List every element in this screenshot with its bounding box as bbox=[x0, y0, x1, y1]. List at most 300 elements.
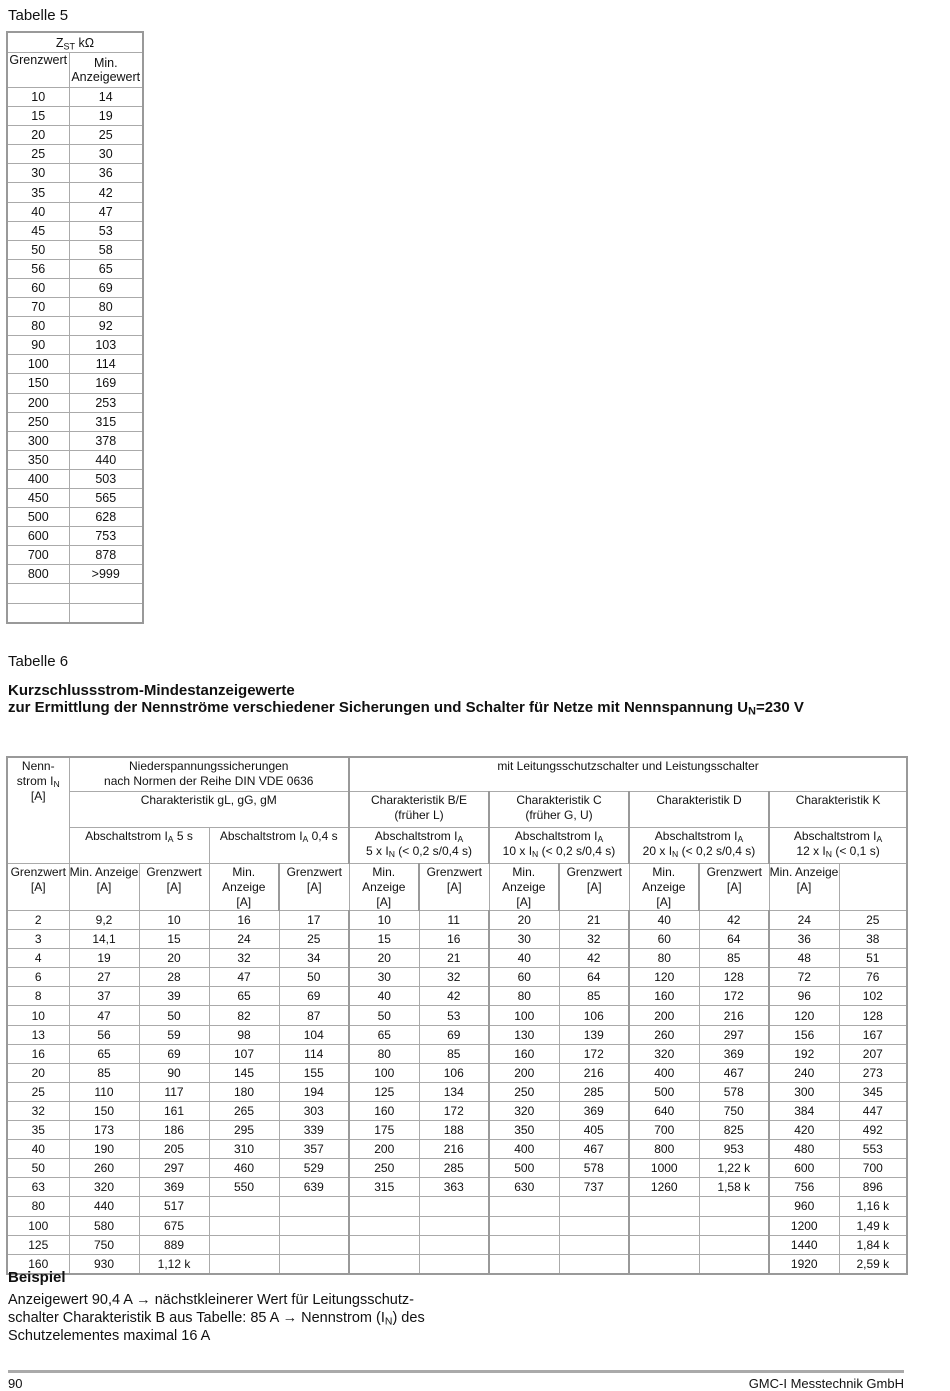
table5-row bbox=[7, 603, 143, 623]
grenzwert-cell: 30 bbox=[7, 164, 69, 183]
value-cell bbox=[489, 1216, 559, 1235]
table5-row bbox=[7, 317, 143, 336]
value-cell: 134 bbox=[419, 1082, 489, 1101]
grenzwert-cell: 50 bbox=[7, 240, 69, 259]
value-cell: 369 bbox=[139, 1178, 209, 1197]
value-cell bbox=[559, 1235, 629, 1254]
table5-row bbox=[7, 546, 143, 565]
value-cell: 285 bbox=[559, 1082, 629, 1101]
value-cell: 200 bbox=[349, 1140, 419, 1159]
value-cell: 320 bbox=[629, 1044, 699, 1063]
value-cell: 339 bbox=[279, 1121, 349, 1140]
value-cell: 400 bbox=[489, 1140, 559, 1159]
nennstrom-cell: 3 bbox=[7, 930, 69, 949]
table6-row bbox=[7, 930, 907, 949]
value-cell: 48 bbox=[769, 949, 839, 968]
value-cell: 50 bbox=[279, 968, 349, 987]
value-cell bbox=[349, 1216, 419, 1235]
min-anzeigewert-cell bbox=[69, 603, 143, 623]
min-anzeigewert-cell: 169 bbox=[69, 374, 143, 393]
char-d: Charakteristik D bbox=[629, 792, 769, 828]
value-cell: 194 bbox=[279, 1082, 349, 1101]
abs-k: Abschaltstrom $I_A$ 12 x $I_N$ (< 0,1 s) bbox=[769, 828, 907, 864]
abs-be: Abschaltstrom $I_A$ 5 x $I_N$ (< 0,2 s/0,4 s) bbox=[349, 828, 489, 864]
value-cell: 90 bbox=[139, 1063, 209, 1082]
nennstrom-cell: 160 bbox=[7, 1254, 69, 1274]
value-cell: 260 bbox=[629, 1025, 699, 1044]
value-cell bbox=[699, 1254, 769, 1274]
value-cell: 139 bbox=[559, 1025, 629, 1044]
value-cell: 467 bbox=[699, 1063, 769, 1082]
nennstrom-header: Nenn- strom $I_N$ [A] bbox=[7, 757, 69, 864]
abs-5s: Abschaltstrom $I_A$ 5 s bbox=[69, 828, 209, 864]
nennstrom-cell: 2 bbox=[7, 911, 69, 930]
value-cell: 80 bbox=[489, 987, 559, 1006]
value-cell: 51 bbox=[839, 949, 907, 968]
value-cell: 102 bbox=[839, 987, 907, 1006]
value-cell: 69 bbox=[279, 987, 349, 1006]
value-cell: 250 bbox=[349, 1159, 419, 1178]
value-cell: 186 bbox=[139, 1121, 209, 1140]
grenzwert-header: Grenzwert [A] bbox=[7, 864, 69, 911]
value-cell bbox=[279, 1197, 349, 1216]
value-cell: 172 bbox=[699, 987, 769, 1006]
table6-row bbox=[7, 1197, 907, 1216]
grenzwert-header: Grenzwert [A] bbox=[559, 864, 629, 911]
value-cell: 85 bbox=[559, 987, 629, 1006]
value-cell: 467 bbox=[559, 1140, 629, 1159]
table5-row bbox=[7, 412, 143, 431]
value-cell: 104 bbox=[279, 1025, 349, 1044]
nennstrom-cell: 100 bbox=[7, 1216, 69, 1235]
value-cell bbox=[489, 1235, 559, 1254]
value-cell: 480 bbox=[769, 1140, 839, 1159]
value-cell: 1000 bbox=[629, 1159, 699, 1178]
value-cell: 59 bbox=[139, 1025, 209, 1044]
grenzwert-cell: 70 bbox=[7, 298, 69, 317]
min-anzeigewert-cell: 30 bbox=[69, 145, 143, 164]
table5-row bbox=[7, 240, 143, 259]
value-cell: 42 bbox=[699, 911, 769, 930]
min-anzeige-header: Min. Anzeige [A] bbox=[489, 864, 559, 911]
min-anzeige-header: Min. Anzeige [A] bbox=[69, 864, 139, 911]
table5-title: Tabelle 5 bbox=[8, 7, 69, 24]
value-cell: 492 bbox=[839, 1121, 907, 1140]
value-cell bbox=[489, 1197, 559, 1216]
table6-row bbox=[7, 1178, 907, 1197]
value-cell: 100 bbox=[349, 1063, 419, 1082]
table5-row bbox=[7, 374, 143, 393]
value-cell: 36 bbox=[769, 930, 839, 949]
table6-row bbox=[7, 1082, 907, 1101]
table5-col-min: Min. Anzeigewert bbox=[69, 53, 143, 88]
grenzwert-cell: 150 bbox=[7, 374, 69, 393]
value-cell: 20 bbox=[349, 949, 419, 968]
value-cell: 20 bbox=[139, 949, 209, 968]
min-anzeigewert-cell: 103 bbox=[69, 336, 143, 355]
table6 bbox=[6, 756, 908, 1275]
table6-row bbox=[7, 911, 907, 930]
value-cell: 639 bbox=[279, 1178, 349, 1197]
nennstrom-cell: 80 bbox=[7, 1197, 69, 1216]
table5-row bbox=[7, 584, 143, 603]
value-cell: 200 bbox=[629, 1006, 699, 1025]
table5-row bbox=[7, 259, 143, 278]
grenzwert-cell: 25 bbox=[7, 145, 69, 164]
value-cell: 363 bbox=[419, 1178, 489, 1197]
value-cell: 20 bbox=[489, 911, 559, 930]
value-cell: 107 bbox=[209, 1044, 279, 1063]
value-cell bbox=[559, 1197, 629, 1216]
char-be: Charakteristik B/E (früher L) bbox=[349, 792, 489, 828]
value-cell bbox=[209, 1216, 279, 1235]
grenzwert-cell bbox=[7, 584, 69, 603]
min-anzeigewert-cell: 878 bbox=[69, 546, 143, 565]
nennstrom-cell: 35 bbox=[7, 1121, 69, 1140]
table6-row bbox=[7, 968, 907, 987]
value-cell: 32 bbox=[559, 930, 629, 949]
value-cell: 369 bbox=[699, 1044, 769, 1063]
table6-row bbox=[7, 987, 907, 1006]
value-cell: 405 bbox=[559, 1121, 629, 1140]
min-anzeigewert-cell: 378 bbox=[69, 431, 143, 450]
grenzwert-cell: 700 bbox=[7, 546, 69, 565]
value-cell: 1,49 k bbox=[839, 1216, 907, 1235]
value-cell: 160 bbox=[489, 1044, 559, 1063]
table5-row bbox=[7, 431, 143, 450]
nennstrom-cell: 125 bbox=[7, 1235, 69, 1254]
table6-row bbox=[7, 1101, 907, 1120]
min-anzeigewert-cell: 36 bbox=[69, 164, 143, 183]
value-cell: 40 bbox=[349, 987, 419, 1006]
value-cell: 117 bbox=[139, 1082, 209, 1101]
value-cell: 1,58 k bbox=[699, 1178, 769, 1197]
value-cell: 172 bbox=[419, 1101, 489, 1120]
value-cell bbox=[699, 1235, 769, 1254]
nennstrom-cell: 13 bbox=[7, 1025, 69, 1044]
grenzwert-cell: 90 bbox=[7, 336, 69, 355]
value-cell: 106 bbox=[559, 1006, 629, 1025]
value-cell bbox=[419, 1235, 489, 1254]
value-cell bbox=[349, 1254, 419, 1274]
value-cell: 460 bbox=[209, 1159, 279, 1178]
value-cell: 1,22 k bbox=[699, 1159, 769, 1178]
value-cell: 34 bbox=[279, 949, 349, 968]
table6-heading: Kurzschlussstrom-Mindestanzeigewerte zur Ermittlung der Nennströme verschiedener Sicherungen und Schalter für Netze mit Nennspannung $U_N=230$ V bbox=[8, 682, 804, 718]
nennstrom-cell: 6 bbox=[7, 968, 69, 987]
min-anzeigewert-cell: 53 bbox=[69, 221, 143, 240]
value-cell: 85 bbox=[69, 1063, 139, 1082]
value-cell bbox=[419, 1216, 489, 1235]
value-cell: 150 bbox=[69, 1101, 139, 1120]
value-cell: 320 bbox=[69, 1178, 139, 1197]
value-cell: 64 bbox=[559, 968, 629, 987]
value-cell: 640 bbox=[629, 1101, 699, 1120]
table6-row bbox=[7, 1254, 907, 1274]
char-k: Charakteristik K bbox=[769, 792, 907, 828]
value-cell: 447 bbox=[839, 1101, 907, 1120]
value-cell: 297 bbox=[139, 1159, 209, 1178]
value-cell: 310 bbox=[209, 1140, 279, 1159]
table6-row bbox=[7, 1216, 907, 1235]
nennstrom-cell: 4 bbox=[7, 949, 69, 968]
value-cell: 28 bbox=[139, 968, 209, 987]
value-cell: 100 bbox=[489, 1006, 559, 1025]
value-cell: 120 bbox=[629, 968, 699, 987]
table5-row bbox=[7, 164, 143, 183]
value-cell: 24 bbox=[769, 911, 839, 930]
nennstrom-cell: 32 bbox=[7, 1101, 69, 1120]
value-cell: 60 bbox=[489, 968, 559, 987]
value-cell bbox=[279, 1235, 349, 1254]
table5-row bbox=[7, 336, 143, 355]
value-cell: 42 bbox=[559, 949, 629, 968]
value-cell: 500 bbox=[629, 1082, 699, 1101]
value-cell: 2,59 k bbox=[839, 1254, 907, 1274]
value-cell: 960 bbox=[769, 1197, 839, 1216]
table5 bbox=[6, 31, 144, 624]
value-cell bbox=[419, 1197, 489, 1216]
min-anzeigewert-cell: 565 bbox=[69, 488, 143, 507]
value-cell: 56 bbox=[69, 1025, 139, 1044]
value-cell: 120 bbox=[769, 1006, 839, 1025]
value-cell bbox=[209, 1254, 279, 1274]
value-cell: 192 bbox=[769, 1044, 839, 1063]
abs-04s: Abschaltstrom $I_A$ 0,4 s bbox=[209, 828, 349, 864]
nennstrom-cell: 50 bbox=[7, 1159, 69, 1178]
page-number: 90 bbox=[8, 1376, 23, 1391]
value-cell: 167 bbox=[839, 1025, 907, 1044]
table5-row bbox=[7, 450, 143, 469]
grenzwert-cell bbox=[7, 603, 69, 623]
min-anzeigewert-cell: 315 bbox=[69, 412, 143, 431]
value-cell: 15 bbox=[139, 930, 209, 949]
grenzwert-cell: 80 bbox=[7, 317, 69, 336]
value-cell: 190 bbox=[69, 1140, 139, 1159]
ls-header: mit Leitungsschutzschalter und Leistungsschalter bbox=[349, 757, 907, 792]
table5-row bbox=[7, 88, 143, 107]
value-cell: 25 bbox=[279, 930, 349, 949]
value-cell: 400 bbox=[629, 1063, 699, 1082]
grenzwert-cell: 350 bbox=[7, 450, 69, 469]
min-anzeigewert-cell: >999 bbox=[69, 565, 143, 584]
value-cell: 889 bbox=[139, 1235, 209, 1254]
value-cell: 145 bbox=[209, 1063, 279, 1082]
value-cell: 72 bbox=[769, 968, 839, 987]
value-cell: 580 bbox=[69, 1216, 139, 1235]
table5-row bbox=[7, 469, 143, 488]
min-anzeigewert-cell: 25 bbox=[69, 126, 143, 145]
value-cell: 96 bbox=[769, 987, 839, 1006]
value-cell: 825 bbox=[699, 1121, 769, 1140]
value-cell: 37 bbox=[69, 987, 139, 1006]
value-cell: 1920 bbox=[769, 1254, 839, 1274]
value-cell bbox=[419, 1254, 489, 1274]
value-cell: 80 bbox=[629, 949, 699, 968]
value-cell: 50 bbox=[139, 1006, 209, 1025]
min-anzeigewert-cell: 503 bbox=[69, 469, 143, 488]
value-cell: 161 bbox=[139, 1101, 209, 1120]
grenzwert-cell: 60 bbox=[7, 278, 69, 297]
value-cell: 384 bbox=[769, 1101, 839, 1120]
value-cell: 130 bbox=[489, 1025, 559, 1044]
value-cell: 297 bbox=[699, 1025, 769, 1044]
value-cell: 896 bbox=[839, 1178, 907, 1197]
table6-row bbox=[7, 1121, 907, 1140]
table5-row bbox=[7, 202, 143, 221]
value-cell: 578 bbox=[699, 1082, 769, 1101]
value-cell: 173 bbox=[69, 1121, 139, 1140]
value-cell: 65 bbox=[349, 1025, 419, 1044]
value-cell bbox=[629, 1216, 699, 1235]
grenzwert-cell: 450 bbox=[7, 488, 69, 507]
grenzwert-cell: 300 bbox=[7, 431, 69, 450]
value-cell: 87 bbox=[279, 1006, 349, 1025]
min-anzeigewert-cell: 58 bbox=[69, 240, 143, 259]
value-cell: 1,12 k bbox=[139, 1254, 209, 1274]
value-cell: 265 bbox=[209, 1101, 279, 1120]
value-cell: 10 bbox=[349, 911, 419, 930]
value-cell: 180 bbox=[209, 1082, 279, 1101]
value-cell bbox=[349, 1235, 419, 1254]
value-cell: 295 bbox=[209, 1121, 279, 1140]
value-cell: 155 bbox=[279, 1063, 349, 1082]
min-anzeigewert-cell bbox=[69, 584, 143, 603]
grenzwert-cell: 800 bbox=[7, 565, 69, 584]
value-cell: 630 bbox=[489, 1178, 559, 1197]
value-cell: 16 bbox=[209, 911, 279, 930]
value-cell: 24 bbox=[209, 930, 279, 949]
value-cell bbox=[629, 1235, 699, 1254]
table6-row bbox=[7, 1044, 907, 1063]
table6-row bbox=[7, 1159, 907, 1178]
value-cell: 128 bbox=[699, 968, 769, 987]
table5-row bbox=[7, 145, 143, 164]
value-cell: 11 bbox=[419, 911, 489, 930]
value-cell: 80 bbox=[349, 1044, 419, 1063]
grenzwert-cell: 56 bbox=[7, 259, 69, 278]
value-cell: 69 bbox=[419, 1025, 489, 1044]
example-title: Beispiel bbox=[8, 1269, 66, 1286]
min-anzeige-header: Min. Anzeige [A] bbox=[629, 864, 699, 911]
table5-row bbox=[7, 488, 143, 507]
table5-row bbox=[7, 221, 143, 240]
value-cell: 125 bbox=[349, 1082, 419, 1101]
value-cell: 675 bbox=[139, 1216, 209, 1235]
min-anzeigewert-cell: 440 bbox=[69, 450, 143, 469]
value-cell: 320 bbox=[489, 1101, 559, 1120]
value-cell: 30 bbox=[489, 930, 559, 949]
value-cell: 216 bbox=[699, 1006, 769, 1025]
value-cell: 250 bbox=[489, 1082, 559, 1101]
value-cell bbox=[279, 1216, 349, 1235]
value-cell: 47 bbox=[69, 1006, 139, 1025]
abs-c: Abschaltstrom $I_A$ 10 x $I_N$ (< 0,2 s/0,4 s) bbox=[489, 828, 629, 864]
value-cell: 175 bbox=[349, 1121, 419, 1140]
table5-row bbox=[7, 508, 143, 527]
value-cell: 550 bbox=[209, 1178, 279, 1197]
table5-row bbox=[7, 298, 143, 317]
value-cell: 15 bbox=[349, 930, 419, 949]
min-anzeigewert-cell: 65 bbox=[69, 259, 143, 278]
grenzwert-cell: 250 bbox=[7, 412, 69, 431]
value-cell: 128 bbox=[839, 1006, 907, 1025]
value-cell bbox=[699, 1216, 769, 1235]
value-cell: 1260 bbox=[629, 1178, 699, 1197]
nennstrom-cell: 16 bbox=[7, 1044, 69, 1063]
value-cell bbox=[629, 1254, 699, 1274]
value-cell bbox=[699, 1197, 769, 1216]
value-cell: 114 bbox=[279, 1044, 349, 1063]
footer-divider bbox=[8, 1370, 904, 1373]
grenzwert-cell: 400 bbox=[7, 469, 69, 488]
value-cell: 930 bbox=[69, 1254, 139, 1274]
min-anzeigewert-cell: 69 bbox=[69, 278, 143, 297]
table5-group-header: $Z_{ST}$ kΩ bbox=[7, 32, 143, 53]
value-cell: 21 bbox=[559, 911, 629, 930]
min-anzeigewert-cell: 628 bbox=[69, 508, 143, 527]
min-anzeigewert-cell: 19 bbox=[69, 107, 143, 126]
char-c: Charakteristik C (früher G, U) bbox=[489, 792, 629, 828]
value-cell: 27 bbox=[69, 968, 139, 987]
value-cell: 85 bbox=[699, 949, 769, 968]
value-cell: 17 bbox=[279, 911, 349, 930]
nennstrom-cell: 25 bbox=[7, 1082, 69, 1101]
min-anzeigewert-cell: 753 bbox=[69, 527, 143, 546]
value-cell: 216 bbox=[559, 1063, 629, 1082]
min-anzeigewert-cell: 14 bbox=[69, 88, 143, 107]
value-cell: 1,16 k bbox=[839, 1197, 907, 1216]
min-anzeigewert-cell: 47 bbox=[69, 202, 143, 221]
value-cell: 98 bbox=[209, 1025, 279, 1044]
company-name: GMC-I Messtechnik GmbH bbox=[748, 1376, 904, 1391]
min-anzeigewert-cell: 80 bbox=[69, 298, 143, 317]
value-cell: 260 bbox=[69, 1159, 139, 1178]
value-cell: 32 bbox=[419, 968, 489, 987]
value-cell bbox=[279, 1254, 349, 1274]
nennstrom-cell: 63 bbox=[7, 1178, 69, 1197]
table5-row bbox=[7, 393, 143, 412]
value-cell: 600 bbox=[769, 1159, 839, 1178]
min-anzeige-header: Min. Anzeige [A] bbox=[769, 864, 839, 911]
grenzwert-cell: 10 bbox=[7, 88, 69, 107]
table5-row bbox=[7, 278, 143, 297]
value-cell: 1440 bbox=[769, 1235, 839, 1254]
value-cell: 700 bbox=[839, 1159, 907, 1178]
nieder-char: Charakteristik gL, gG, gM bbox=[69, 792, 349, 828]
value-cell: 240 bbox=[769, 1063, 839, 1082]
value-cell: 21 bbox=[419, 949, 489, 968]
nennstrom-cell: 8 bbox=[7, 987, 69, 1006]
table5-row bbox=[7, 527, 143, 546]
value-cell: 32 bbox=[209, 949, 279, 968]
grenzwert-cell: 35 bbox=[7, 183, 69, 202]
value-cell: 172 bbox=[559, 1044, 629, 1063]
value-cell: 350 bbox=[489, 1121, 559, 1140]
grenzwert-header: Grenzwert [A] bbox=[419, 864, 489, 911]
example-text: Anzeigewert 90,4 A → nächstkleinerer Wert für Leitungsschutz- schalter Charakteristik B aus Tabelle: 85 A → Nennstrom $(I_N)$ des Schutzelementes maximal 16 A bbox=[8, 1292, 425, 1344]
value-cell: 205 bbox=[139, 1140, 209, 1159]
min-anzeigewert-cell: 253 bbox=[69, 393, 143, 412]
table5-row bbox=[7, 126, 143, 145]
value-cell: 953 bbox=[699, 1140, 769, 1159]
value-cell: 156 bbox=[769, 1025, 839, 1044]
value-cell: 285 bbox=[419, 1159, 489, 1178]
value-cell: 216 bbox=[419, 1140, 489, 1159]
value-cell bbox=[209, 1235, 279, 1254]
abs-d: Abschaltstrom $I_A$ 20 x $I_N$ (< 0,2 s/0,4 s) bbox=[629, 828, 769, 864]
value-cell bbox=[629, 1197, 699, 1216]
